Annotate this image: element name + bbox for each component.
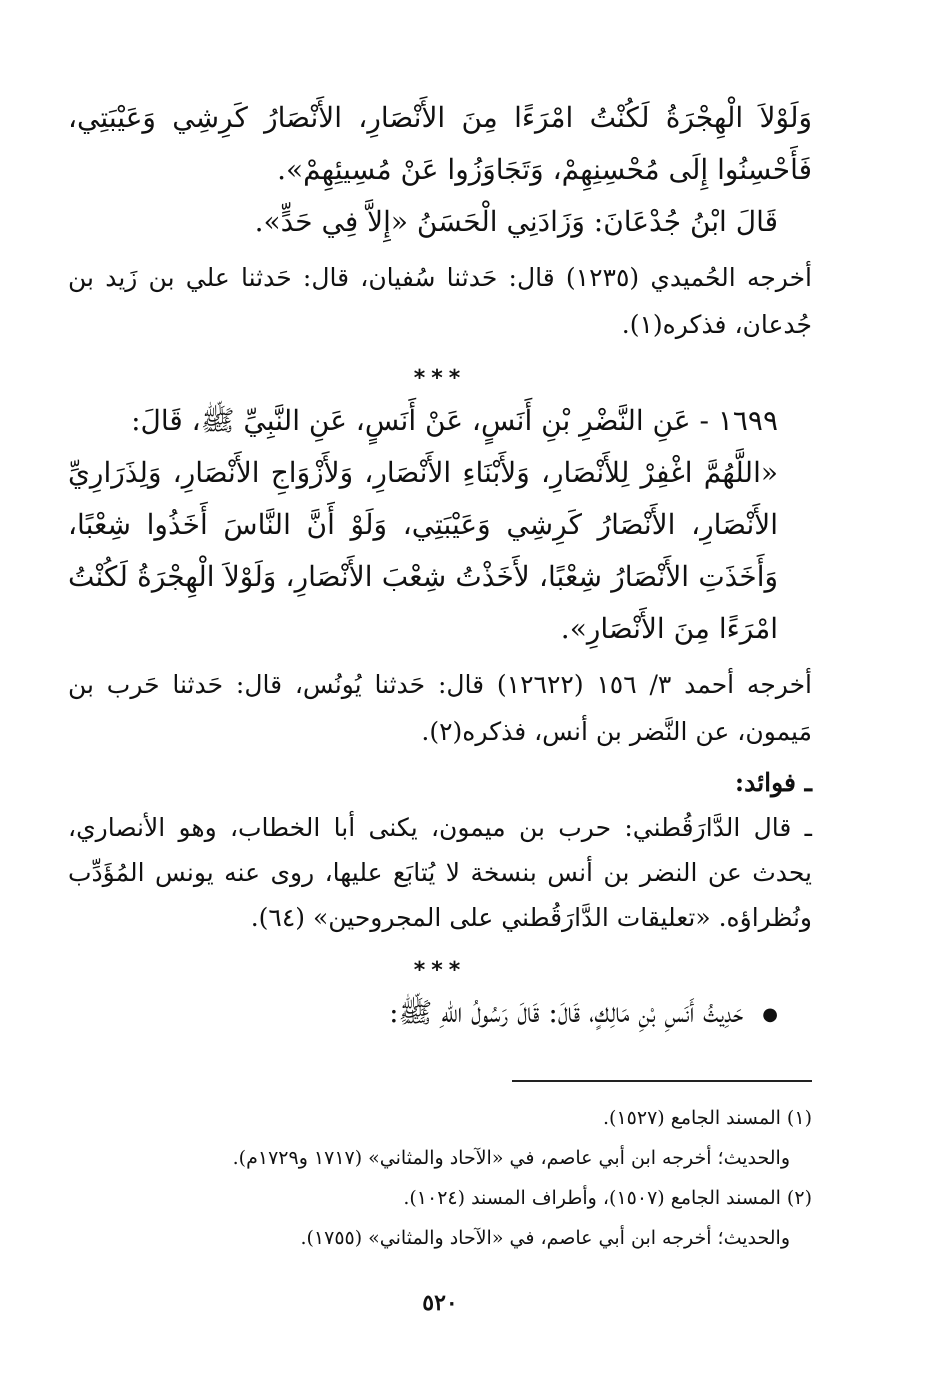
takhrij-text: أخرجه الحُميدي (١٢٣٥) قال: حَدثنا سُفيان، قال: حَدثنا علي بن زَيد بن جُدعان، فذكره(١). xyxy=(68,263,812,339)
page-number: ٥٢٠ xyxy=(422,1290,458,1316)
hadith-isnad: عَنِ النَّضْرِ بْنِ أَنَسٍ، عَنْ أَنَسٍ، عَنِ النَّبِيِّ ﷺ، قَالَ: xyxy=(131,404,691,437)
benefits-text: ـ قال الدَّارَقُطني: حرب بن ميمون، يكنى أبا الخطاب، وهو الأنصاري، يحدث عن النضر بن أنس بنسخة لا يُتابَع عليها، روى عنه يونس المُؤَدِّب ونُظراؤه. «تعليقات الدَّارَقُطني على المجروحين» (٦٤). xyxy=(68,813,812,932)
hadith-heading xyxy=(68,395,812,447)
footnote-item: (١) المسند الجامع (١٥٢٧). xyxy=(603,1107,812,1129)
section-title xyxy=(68,987,812,1041)
hadith-number: ١٦٩٩ - xyxy=(699,404,778,437)
footnote-divider xyxy=(512,1080,812,1082)
bullet-icon: ● xyxy=(762,1003,778,1025)
hadith-matn: «اللَّهُمَّ اغْفِرْ لِلأَنْصَارِ، وَلأَبْنَاءِ الأَنْصَارِ، وَلأَزْوَاجِ الأَنْصَارِ، وَلِذَرَارِيِّ الأَنْصَارِ، الأَنْصَارُ كَرِشِي وَعَيْبَتِي، وَلَوْ أَنَّ النَّاسَ أَخَذُوا شِعْبًا، وَأَخَذَتِ الأَنْصَارُ شِعْبًا، لأَخَذْتُ شِعْبَ الأَنْصَارِ، وَلَوْلاَ الْهِجْرَةُ لَكُنْتُ امْرَءًا مِنَ الأَنْصَارِ». xyxy=(68,456,778,645)
footnote-item: (٢) المسند الجامع (١٥٠٧)، وأطراف المسند (١٠٢٤). xyxy=(403,1187,812,1209)
section-separator: *** xyxy=(413,366,467,391)
benefits-heading: ـ فوائد: xyxy=(734,768,812,797)
page-body xyxy=(68,92,812,1041)
section-title-text: حَدِيثُ أَنَسِ بْنِ مَالِكٍ، قَالَ: قَالَ رَسُولُ اللهِ ﷺ: xyxy=(389,996,744,1029)
section-separator: *** xyxy=(413,958,467,983)
takhrij-text: أخرجه أحمد ٣/ ١٥٦ (١٢٦٢٢) قال: حَدثنا يُونُس، قال: حَدثنا حَرب بن مَيمون، عن النَّضر بن أنس، فذكره(٢). xyxy=(68,670,812,746)
hadith-addition: قَالَ ابْنُ جُدْعَانَ: وَزَادَنِي الْحَسَنُ «إِلاَّ فِي حَدٍّ». xyxy=(254,205,778,238)
footnote-item: والحديث؛ أخرجه ابن أبي عاصم، في «الآحاد والمثاني» (١٧١٧ و١٧٢٩م). xyxy=(232,1147,790,1169)
footnotes xyxy=(68,1098,812,1258)
footnote-item: والحديث؛ أخرجه ابن أبي عاصم، في «الآحاد والمثاني» (١٧٥٥). xyxy=(300,1227,790,1249)
hadith-text-continued: وَلَوْلاَ الْهِجْرَةُ لَكُنْتُ امْرَءًا مِنَ الأَنْصَارِ، الأَنْصَارُ كَرِشِي وَعَيْبَتِي، فَأَحْسِنُوا إِلَى مُحْسِنِهِمْ، وَتَجَاوَزُوا عَنْ مُسِيئِهِمْ». xyxy=(68,101,812,186)
